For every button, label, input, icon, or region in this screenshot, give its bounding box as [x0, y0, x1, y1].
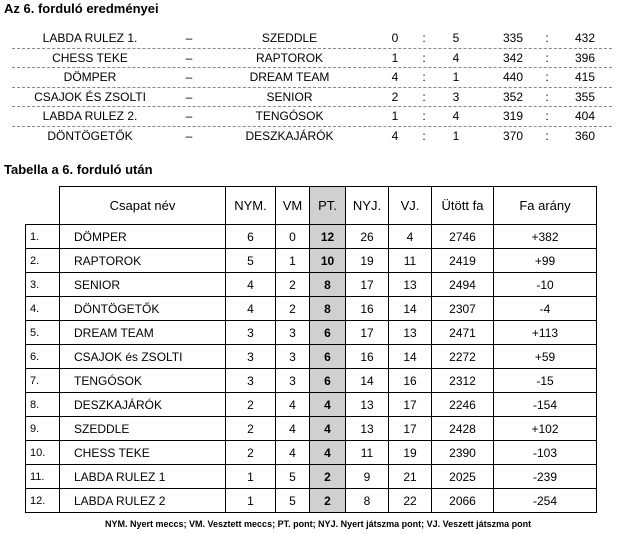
- header-pins: Ütött fa: [432, 187, 494, 225]
- home-games: 1: [391, 50, 399, 65]
- home-team: DÖNTÖGETŐK: [47, 128, 133, 143]
- standings-row: [26, 321, 597, 345]
- pins-cell: 2428: [432, 417, 494, 441]
- separator: :: [545, 31, 549, 45]
- dash: –: [185, 50, 193, 65]
- standings-row: [26, 393, 597, 417]
- away-games: 1: [452, 70, 460, 84]
- away-games: 3: [452, 89, 460, 104]
- won-cell: 2: [226, 417, 276, 441]
- home-games: 1: [391, 109, 399, 123]
- separator: :: [545, 50, 549, 65]
- lost-cell: 0: [276, 225, 310, 249]
- sets-won-cell: 14: [346, 369, 389, 393]
- away-pins: 432: [574, 31, 596, 45]
- position-cell: 4.: [26, 297, 60, 321]
- points-cell: 6: [310, 345, 346, 369]
- header-points: PT.: [310, 187, 346, 225]
- lost-cell: 3: [276, 321, 310, 345]
- separator: :: [422, 31, 426, 45]
- lost-cell: 4: [276, 417, 310, 441]
- won-cell: 2: [226, 393, 276, 417]
- pins-cell: 2066: [432, 489, 494, 513]
- header-lost: VM: [276, 187, 310, 225]
- dash: –: [185, 89, 193, 104]
- ratio-cell: -254: [494, 489, 597, 513]
- team-name-cell: RAPTOROK: [60, 249, 226, 273]
- pins-cell: 2307: [432, 297, 494, 321]
- points-cell: 6: [310, 369, 346, 393]
- sets-won-cell: 26: [346, 225, 389, 249]
- won-cell: 3: [226, 345, 276, 369]
- results-list: [12, 29, 612, 145]
- away-pins: 355: [574, 89, 596, 104]
- ratio-cell: +113: [494, 321, 597, 345]
- sets-lost-cell: 14: [389, 345, 432, 369]
- home-pins: 440: [502, 70, 524, 84]
- ratio-cell: -103: [494, 441, 597, 465]
- pins-cell: 2246: [432, 393, 494, 417]
- points-cell: 12: [310, 225, 346, 249]
- sets-won-cell: 17: [346, 321, 389, 345]
- ratio-cell: -154: [494, 393, 597, 417]
- sets-lost-cell: 13: [389, 321, 432, 345]
- team-name-cell: DÖMPER: [60, 225, 226, 249]
- away-games: 1: [452, 128, 460, 143]
- team-name-cell: LABDA RULEZ 2: [60, 489, 226, 513]
- away-games: 5: [452, 31, 460, 45]
- separator: :: [545, 89, 549, 104]
- away-pins: 404: [574, 109, 596, 123]
- position-cell: 9.: [26, 417, 60, 441]
- points-cell: 4: [310, 393, 346, 417]
- dash: –: [185, 128, 193, 143]
- team-name-cell: SZEDDLE: [60, 417, 226, 441]
- away-team: SZEDDLE: [261, 31, 318, 45]
- home-games: 2: [391, 89, 399, 104]
- pins-cell: 2390: [432, 441, 494, 465]
- won-cell: 6: [226, 225, 276, 249]
- pins-cell: 2471: [432, 321, 494, 345]
- sets-lost-cell: 16: [389, 369, 432, 393]
- sets-won-cell: 8: [346, 489, 389, 513]
- result-row: [12, 49, 612, 69]
- position-cell: 2.: [26, 249, 60, 273]
- lost-cell: 1: [276, 249, 310, 273]
- standings-row: [26, 297, 597, 321]
- points-cell: 4: [310, 441, 346, 465]
- separator: :: [545, 128, 549, 143]
- won-cell: 1: [226, 489, 276, 513]
- dash: –: [185, 109, 193, 123]
- standings-row: [26, 225, 597, 249]
- ratio-cell: -10: [494, 273, 597, 297]
- lost-cell: 3: [276, 345, 310, 369]
- position-cell: 5.: [26, 321, 60, 345]
- sets-lost-cell: 17: [389, 417, 432, 441]
- won-cell: 4: [226, 297, 276, 321]
- home-pins: 352: [502, 89, 524, 104]
- team-name-cell: CHESS TEKE: [60, 441, 226, 465]
- position-cell: 10.: [26, 441, 60, 465]
- points-cell: 8: [310, 273, 346, 297]
- ratio-cell: +102: [494, 417, 597, 441]
- standings-header-row: [26, 187, 597, 225]
- separator: :: [422, 50, 426, 65]
- won-cell: 5: [226, 249, 276, 273]
- results-title: Az 6. forduló eredményei: [4, 1, 159, 16]
- home-team: LABDA RULEZ 1.: [42, 31, 138, 45]
- position-cell: 6.: [26, 345, 60, 369]
- away-team: DESZKAJÁRÓK: [245, 128, 334, 143]
- home-team: LABDA RULEZ 2.: [42, 109, 138, 123]
- separator: :: [422, 109, 426, 123]
- position-cell: 3.: [26, 273, 60, 297]
- separator: :: [545, 109, 549, 123]
- sets-won-cell: 13: [346, 417, 389, 441]
- standings-row: [26, 249, 597, 273]
- sets-won-cell: 11: [346, 441, 389, 465]
- lost-cell: 4: [276, 393, 310, 417]
- won-cell: 1: [226, 465, 276, 489]
- header-blank: [26, 187, 60, 225]
- home-team: CSAJOK ÉS ZSOLTI: [34, 89, 146, 104]
- header-sets-won: NYJ.: [346, 187, 389, 225]
- lost-cell: 5: [276, 489, 310, 513]
- pins-cell: 2746: [432, 225, 494, 249]
- sets-lost-cell: 13: [389, 273, 432, 297]
- points-cell: 2: [310, 489, 346, 513]
- points-cell: 2: [310, 465, 346, 489]
- header-won: NYM.: [226, 187, 276, 225]
- home-pins: 335: [502, 31, 524, 45]
- standings-row: [26, 441, 597, 465]
- away-pins: 415: [574, 70, 596, 84]
- away-team: TENGÓSOK: [255, 109, 324, 123]
- position-cell: 7.: [26, 369, 60, 393]
- team-name-cell: LABDA RULEZ 1: [60, 465, 226, 489]
- result-row: [12, 29, 612, 49]
- points-cell: 4: [310, 417, 346, 441]
- pins-cell: 2419: [432, 249, 494, 273]
- away-pins: 396: [574, 50, 596, 65]
- home-games: 0: [391, 31, 399, 45]
- sets-won-cell: 16: [346, 297, 389, 321]
- sets-lost-cell: 11: [389, 249, 432, 273]
- team-name-cell: DESZKAJÁRÓK: [60, 393, 226, 417]
- lost-cell: 4: [276, 441, 310, 465]
- home-games: 4: [391, 128, 399, 143]
- home-games: 4: [391, 70, 399, 84]
- won-cell: 3: [226, 369, 276, 393]
- away-games: 4: [452, 50, 460, 65]
- position-cell: 12.: [26, 489, 60, 513]
- separator: :: [545, 70, 549, 84]
- home-pins: 319: [502, 109, 524, 123]
- won-cell: 4: [226, 273, 276, 297]
- dash: –: [185, 70, 193, 84]
- home-team: DÖMPER: [63, 70, 117, 84]
- result-row: [12, 88, 612, 108]
- position-cell: 1.: [26, 225, 60, 249]
- sets-lost-cell: 21: [389, 465, 432, 489]
- standings-table: [25, 186, 597, 513]
- sets-lost-cell: 17: [389, 393, 432, 417]
- points-cell: 6: [310, 321, 346, 345]
- points-cell: 10: [310, 249, 346, 273]
- result-row: [12, 107, 612, 127]
- separator: :: [422, 128, 426, 143]
- header-ratio: Fa arány: [494, 187, 597, 225]
- team-name-cell: DÖNTÖGETŐK: [60, 297, 226, 321]
- ratio-cell: +382: [494, 225, 597, 249]
- header-team: Csapat név: [60, 187, 226, 225]
- won-cell: 2: [226, 441, 276, 465]
- standings-row: [26, 345, 597, 369]
- sets-won-cell: 16: [346, 345, 389, 369]
- ratio-cell: -4: [494, 297, 597, 321]
- sets-lost-cell: 22: [389, 489, 432, 513]
- sets-lost-cell: 4: [389, 225, 432, 249]
- standings-row: [26, 417, 597, 441]
- ratio-cell: +59: [494, 345, 597, 369]
- sets-won-cell: 9: [346, 465, 389, 489]
- separator: :: [422, 89, 426, 104]
- away-team: DREAM TEAM: [249, 70, 330, 84]
- sets-won-cell: 13: [346, 393, 389, 417]
- footnote: NYM. Nyert meccs; VM. Vesztett meccs; PT. pont; NYJ. Nyert játszma pont; VJ. Veszett játszma pont: [105, 519, 532, 529]
- team-name-cell: DREAM TEAM: [60, 321, 226, 345]
- away-team: SENIOR: [266, 89, 313, 104]
- dash: –: [185, 31, 193, 45]
- standings-title: Tabella a 6. forduló után: [4, 162, 153, 177]
- home-pins: 342: [502, 50, 524, 65]
- lost-cell: 2: [276, 297, 310, 321]
- standings-row: [26, 465, 597, 489]
- position-cell: 11.: [26, 465, 60, 489]
- sets-won-cell: 17: [346, 273, 389, 297]
- result-row: [12, 127, 612, 146]
- pins-cell: 2312: [432, 369, 494, 393]
- team-name-cell: CSAJOK és ZSOLTI: [60, 345, 226, 369]
- pins-cell: 2494: [432, 273, 494, 297]
- sets-won-cell: 19: [346, 249, 389, 273]
- ratio-cell: -239: [494, 465, 597, 489]
- team-name-cell: TENGÓSOK: [60, 369, 226, 393]
- lost-cell: 5: [276, 465, 310, 489]
- away-pins: 360: [574, 128, 596, 143]
- home-pins: 370: [502, 128, 524, 143]
- header-sets-lost: VJ.: [389, 187, 432, 225]
- ratio-cell: -15: [494, 369, 597, 393]
- lost-cell: 2: [276, 273, 310, 297]
- standings-row: [26, 273, 597, 297]
- sets-lost-cell: 14: [389, 297, 432, 321]
- ratio-cell: +99: [494, 249, 597, 273]
- lost-cell: 3: [276, 369, 310, 393]
- position-cell: 8.: [26, 393, 60, 417]
- team-name-cell: SENIOR: [60, 273, 226, 297]
- pins-cell: 2272: [432, 345, 494, 369]
- home-team: CHESS TEKE: [52, 50, 128, 65]
- away-team: RAPTOROK: [255, 50, 324, 65]
- points-cell: 8: [310, 297, 346, 321]
- pins-cell: 2025: [432, 465, 494, 489]
- away-games: 4: [452, 109, 460, 123]
- sets-lost-cell: 19: [389, 441, 432, 465]
- won-cell: 3: [226, 321, 276, 345]
- result-row: [12, 68, 612, 88]
- standings-row: [26, 369, 597, 393]
- separator: :: [422, 70, 426, 84]
- standings-row: [26, 489, 597, 513]
